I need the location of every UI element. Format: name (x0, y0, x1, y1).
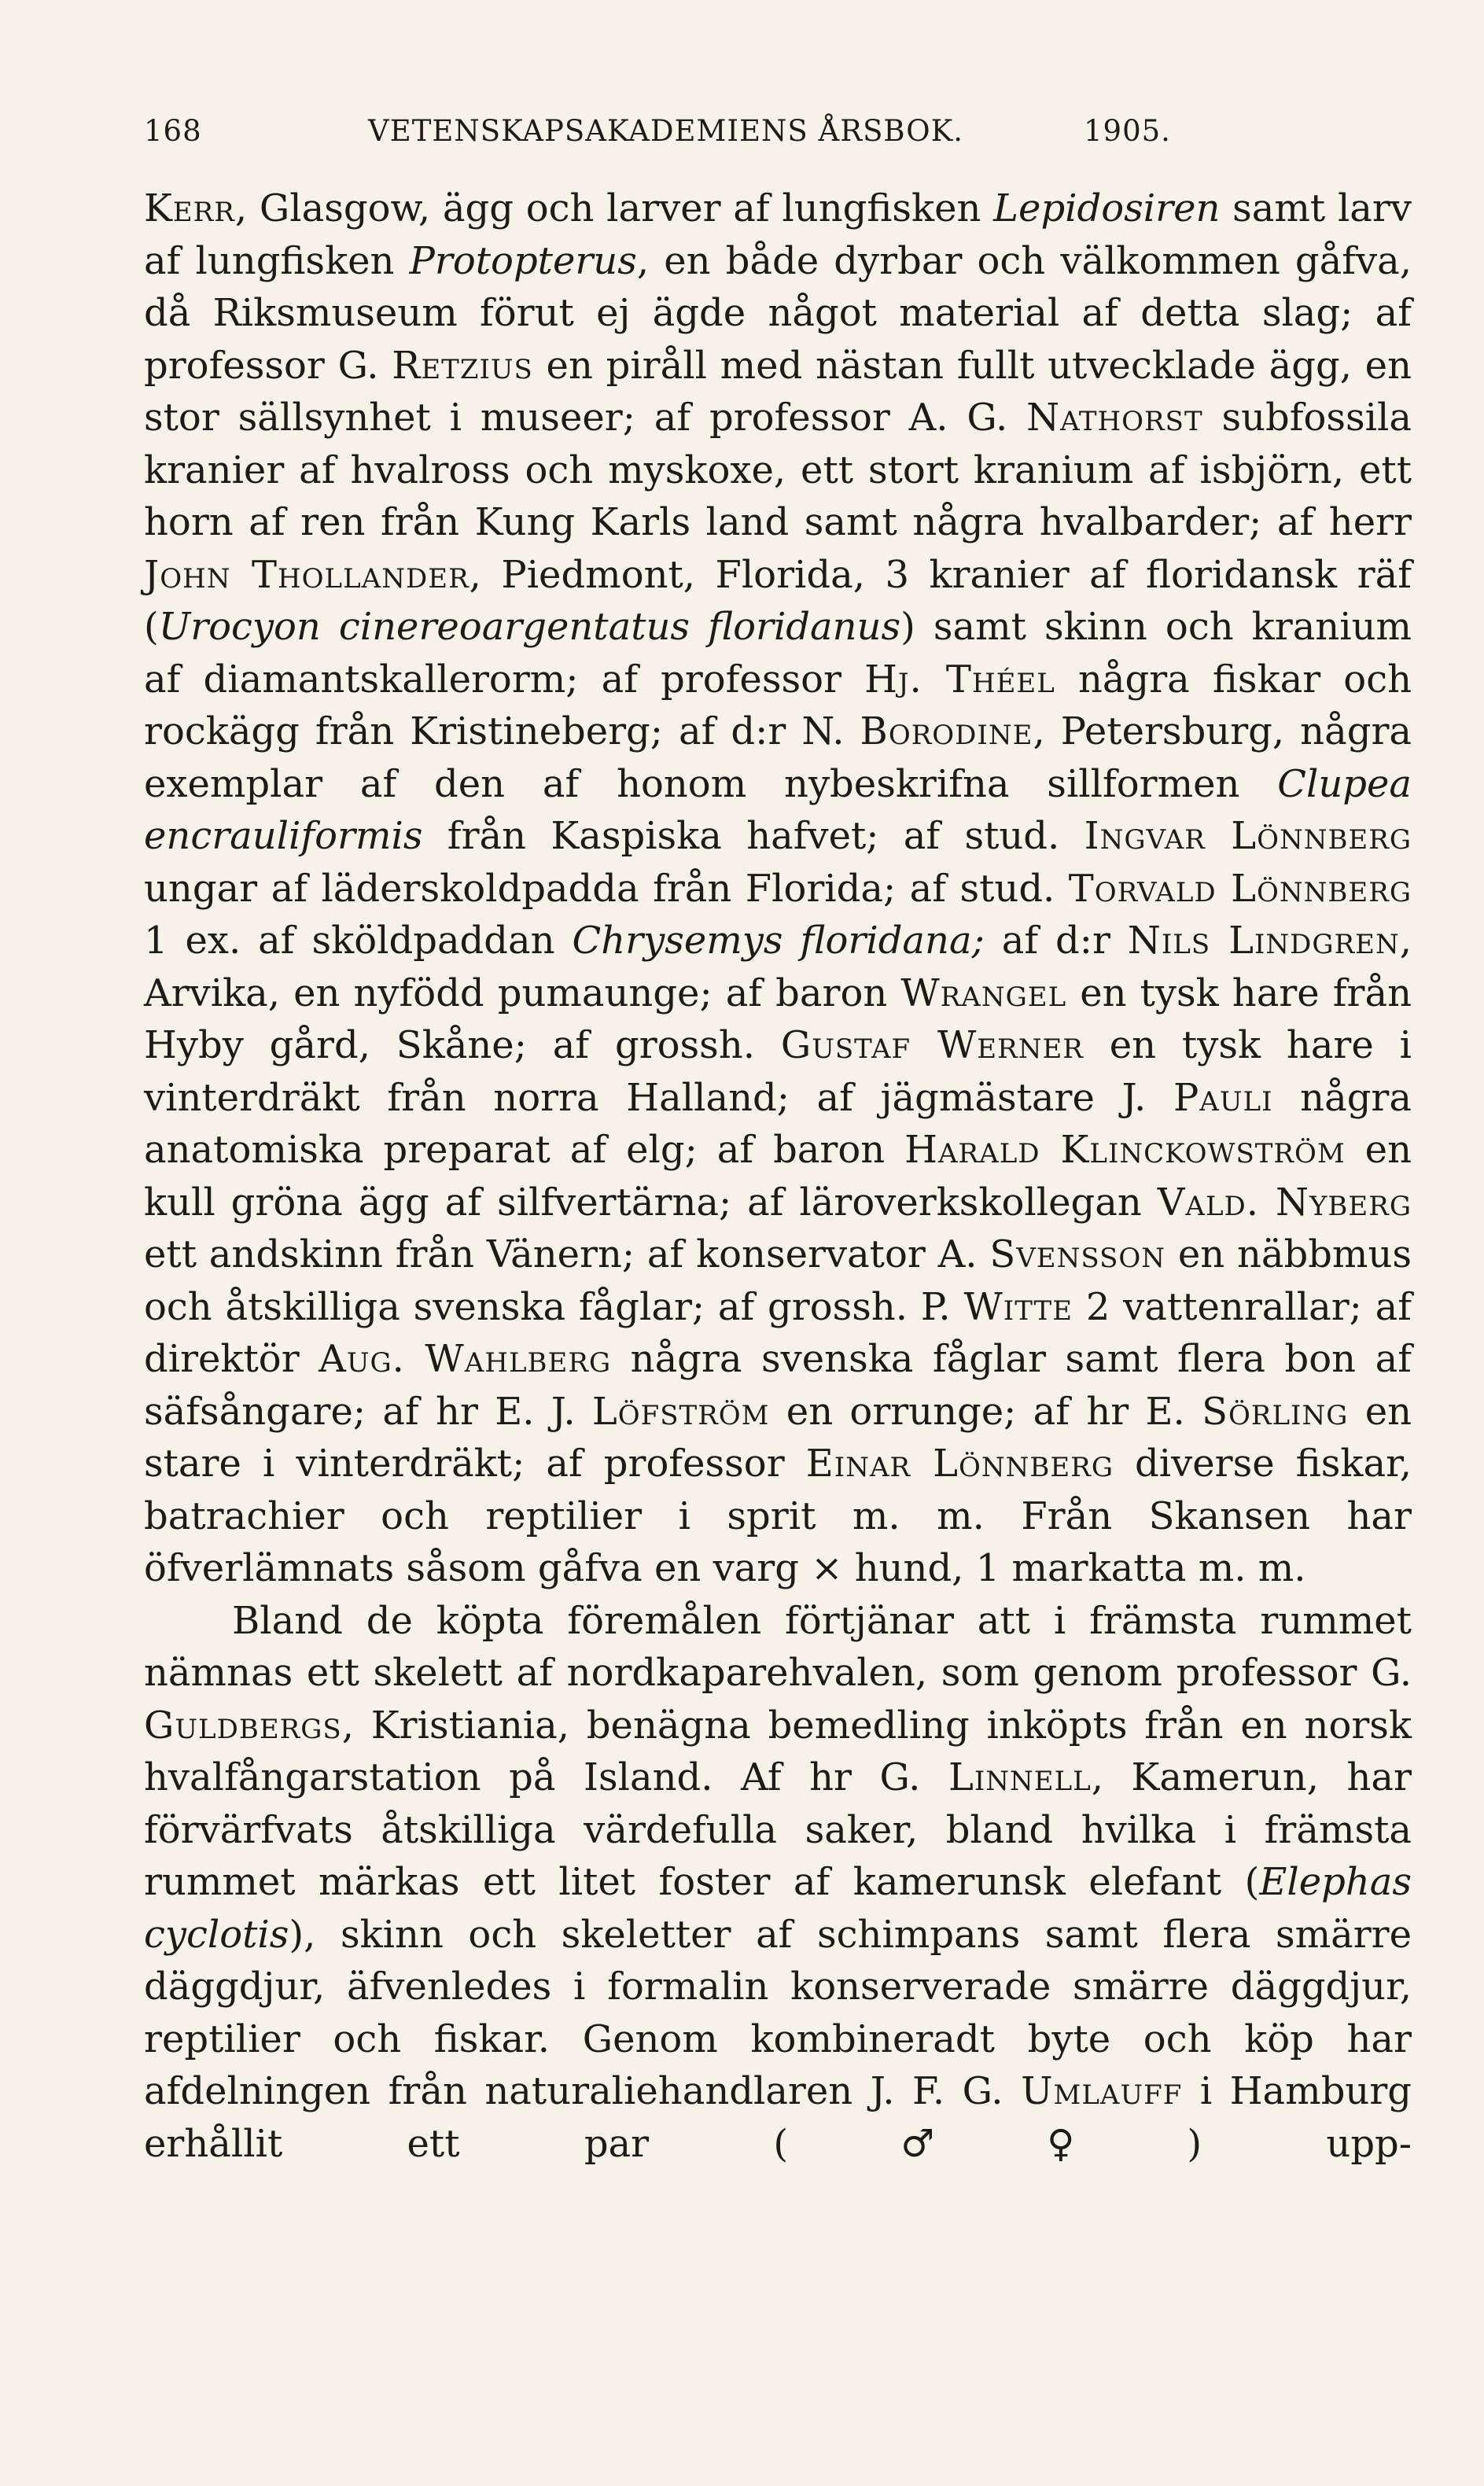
species-name: Protopterus (409, 238, 637, 283)
person-name: Torvald Lönnberg (1068, 866, 1412, 911)
text-run: subfossila kranier af hvalross och myskoxe, ett stort kranium af isbjörn, ett horn af ren från Kung Karls land samt några hvalbarder; af herr (144, 396, 1412, 544)
text-run: , Petersburg, några exemplar af den af honom nybeskrifna sillformen (144, 709, 1412, 806)
text-run: ), skinn och skeletter af schimpans samt flera smärre däggdjur, äfvenledes i formalin konserverade smärre däggdjur, reptilier och fiskar. Genom kombineradt byte och köp har afdelningen från naturaliehandlaren J. F. G. (144, 1912, 1412, 2113)
text-run: en orrunge; af hr E. (769, 1389, 1202, 1434)
species-name: Elephas cyclotis (144, 1860, 1412, 1957)
paragraph-purchases (144, 1595, 1412, 2171)
species-name: Clupea encrauliformis (144, 761, 1412, 858)
person-name: Aug. Wahlberg (319, 1337, 612, 1381)
person-name: Nathorst (1026, 396, 1203, 440)
person-name: Guldbergs (144, 1703, 342, 1748)
body-text (144, 182, 1412, 2170)
text-run: , en både dyrbar och välkommen gåfva, då Riksmuseum förut ej ägde något material af detta slag; af professor G. (144, 238, 1412, 388)
text-run: diverse fiskar, batrachier och reptilier i sprit m. m. Från Skansen har öfverlämnats såsom gåfva en varg × hund, 1 markatta m. m. (144, 1442, 1412, 1590)
person-name: Hj. Théel (864, 657, 1055, 702)
person-name: Ingvar Lönnberg (1084, 814, 1412, 858)
text-run: , Arvika, en nyfödd pumaunge; af baron (144, 919, 1412, 1015)
paragraph-donations (144, 182, 1412, 1595)
person-name: Nils Lindgren (1127, 919, 1400, 963)
text-run: några fiskar och rockägg från Kristineberg; af d:r N. (144, 657, 1412, 753)
person-name: Sörling (1202, 1389, 1349, 1434)
person-name: Gustaf Werner (780, 1023, 1084, 1067)
person-name: Linnell (948, 1755, 1092, 1799)
person-name: Kerr (144, 186, 235, 230)
person-name: Wrangel (900, 970, 1067, 1015)
person-name: Löfström (591, 1389, 770, 1434)
page-number: 168 (144, 114, 202, 148)
text-run: , Glasgow, ägg och larver af lungfisken (234, 186, 994, 230)
text-run: några svenska fåglar samt flera bon af säfsångare; af hr E. J. (144, 1337, 1412, 1434)
person-name: Witte (963, 1284, 1073, 1329)
text-run: , Kamerun, har förvärfvats åtskilliga värdefulla saker, bland hvilka i främsta rummet märkas ett litet foster af kamerunsk elefant ( (144, 1755, 1412, 1904)
text-run: 1 ex. af sköldpaddan (144, 919, 573, 963)
person-name: Retzius (392, 343, 533, 388)
text-run: samt larv af lungfisken (144, 186, 1412, 283)
running-title: VETENSKAPSAKADEMIENS ÅRSBOK. (368, 114, 964, 148)
text-run: från Kaspiska hafvet; af stud. (422, 814, 1084, 858)
running-year: 1905. (1084, 114, 1171, 148)
person-name: Vald. Nyberg (1157, 1180, 1412, 1225)
species-name: Lepidosiren (993, 186, 1221, 230)
person-name: Borodine (860, 709, 1033, 753)
text-run: en tysk hare från Hyby gård, Skåne; af grossh. (144, 970, 1412, 1067)
text-run: ett andskinn från Vänern; af konservator A. (144, 1232, 990, 1276)
text-run: en kull gröna ägg af silfvertärna; af läroverkskollegan (144, 1128, 1412, 1225)
person-name: Svensson (989, 1232, 1165, 1276)
person-name: Umlauff (1021, 2069, 1183, 2113)
text-run: , Kristiania, benägna bemedling inköpts från en norsk hvalfångarstation på Island. Af hr G. (144, 1703, 1412, 1799)
text-run: några anatomiska preparat af elg; af baron (144, 1075, 1412, 1172)
text-run: en näbbmus och åtskilliga svenska fåglar; af grossh. P. (144, 1232, 1412, 1329)
person-name: Einar Lönnberg (805, 1442, 1114, 1486)
text-run: i Hamburg erhållit ett par (♂♀) upp- (144, 2069, 1412, 2166)
text-run: en tysk hare i vinterdräkt från norra Halland; af jägmästare J. (144, 1023, 1412, 1120)
species-name: Chrysemys floridana; (572, 919, 985, 963)
text-run: af d:r (984, 919, 1128, 963)
text-run: ungar af läderskoldpadda från Florida; af stud. (144, 866, 1069, 911)
text-run: , Piedmont, Florida, 3 kranier af floridansk räf ( (144, 552, 1412, 649)
species-name: Urocyon cinereoargentatus floridanus (158, 605, 901, 649)
text-run: en piråll med nästan fullt utvecklade ägg, en stor sällsynhet i museer; af professor A. G. (144, 343, 1412, 440)
text-run: ) samt skinn och kranium af diamantskallerorm; af professor (144, 605, 1412, 702)
person-name: John Thollander (144, 552, 470, 597)
person-name: Harald Klinckowström (904, 1128, 1346, 1172)
text-run: 2 vattenrallar; af direktör (144, 1284, 1412, 1381)
text-run: en stare i vinterdräkt; af professor (144, 1389, 1412, 1486)
text-run: Bland de köpta föremålen förtjänar att i främsta rummet nämnas ett skelett af nordkaparehvalen, som genom professor G. (144, 1598, 1412, 1695)
person-name: Pauli (1173, 1075, 1273, 1120)
